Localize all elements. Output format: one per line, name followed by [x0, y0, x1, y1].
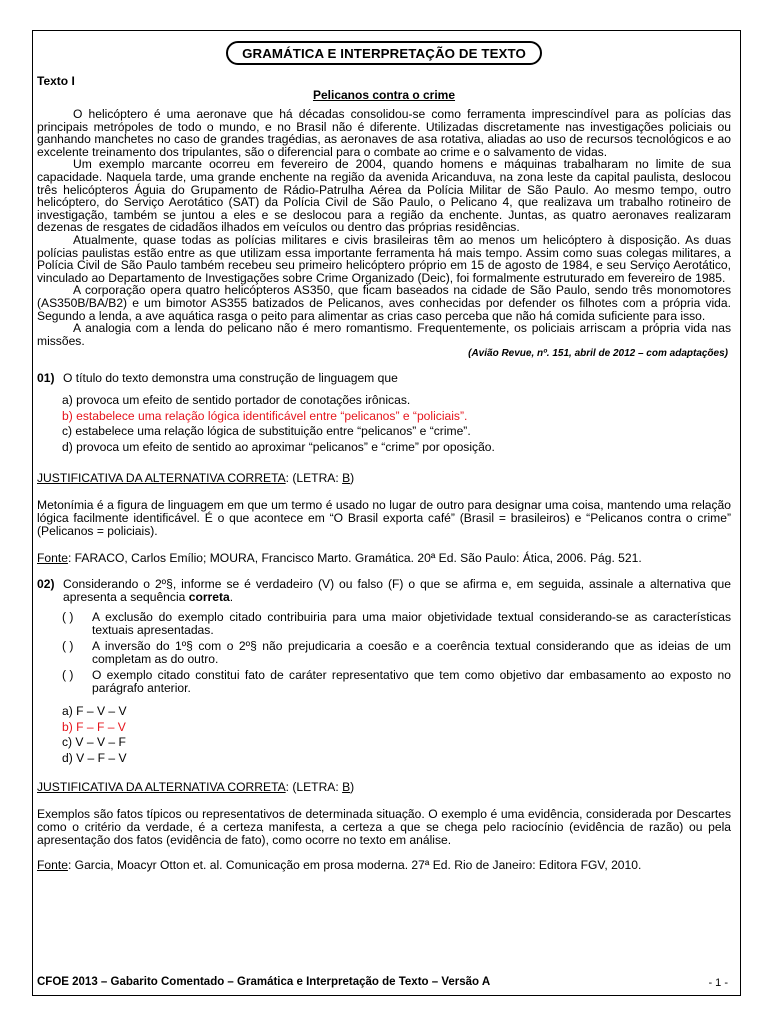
- statement-paren: ( ): [62, 668, 74, 683]
- page-footer: [37, 975, 731, 989]
- option-d: d) provoca um efeito de sentido ao aproximar “pelicanos” e “crime” por oposição.: [62, 439, 495, 454]
- page-number: - 1 -: [708, 977, 728, 989]
- text-paragraph: Um exemplo marcante ocorreu em fevereiro de 2004, quando homens e máquinas trabalharam no limite de sua capacidade. Naquela tarde, uma grande enchente na região da avenida Aricanduva, na zona leste da capital paulista, deslocou três helicópteros Águia do Grupamento de Rádio-Patrulha Aérea da Polícia Militar de São Paulo. Ao mesmo tempo, outro helicóptero, do Serviço Aerotático (SAT) da Polícia Civil de São Paulo, o Pelicano 4, que realizava um trabalho rotineiro de investigação, também se juntou a eles e se deslocou para a região da enchente. Juntas, as quatro aeronaves realizaram dezenas de resgates de cidadãos ilhados em veículos ou dentro das próprias residências.: [37, 157, 731, 235]
- option-c: c) V – V – F: [62, 735, 126, 750]
- justification-heading: [37, 472, 731, 485]
- text-body: [37, 108, 731, 347]
- text-source: (Avião Revue, nº. 151, abril de 2012 – com adaptações): [468, 348, 728, 360]
- question-text: [63, 578, 731, 604]
- statement-paren: ( ): [62, 610, 74, 625]
- statement-item: [62, 640, 731, 666]
- statement-item: [62, 611, 731, 637]
- justification-label: JUSTIFICATIVA DA ALTERNATIVA CORRETA: [37, 780, 286, 795]
- text-paragraph: A analogia com a lenda do pelicano não é mero romantismo. Frequentemente, os policiais arriscam a própria vida nas missões.: [37, 321, 731, 348]
- statement-text: A exclusão do exemplo citado contribuiria para uma maior objetividade textual considerando-se as características textuais apresentadas.: [92, 610, 731, 638]
- option-a: a) F – V – V: [62, 704, 127, 719]
- option-c: c) estabelece uma relação lógica de substituição entre “pelicanos” e “crime”.: [62, 424, 471, 439]
- justification-letter: B: [342, 780, 351, 795]
- question-text: O título do texto demonstra uma construção de linguagem que: [63, 371, 398, 386]
- page-content: [37, 36, 731, 872]
- statement-text: O exemplo citado constitui fato de caráter representativo que tem como objetivo dar embasamento ao exposto no parágrafo anterior.: [92, 668, 731, 696]
- statement-text: A inversão do 1º§ com o 2º§ não prejudicaria a coesão e a coerência textual considerando que as ideias de um completam as do outro.: [92, 639, 731, 667]
- option-d: d) V – F – V: [62, 750, 127, 765]
- option-a: a) provoca um efeito de sentido portador de conotações irônicas.: [62, 393, 411, 408]
- statement-list: [37, 611, 731, 695]
- text-paragraph: A corporação opera quatro helicópteros AS350, que ficam baseados na cidade de São Paulo, sendo três monomotores (AS350B/BA/B2) e um bimotor AS355 batizados de Pelicanos, aves conhecidas por defender os filhotes com a própria vida. Segundo a lenda, a ave aquática rasga o peito para alimentar as crias caso perceba que não há comida suficiente para isso.: [37, 283, 731, 323]
- justification-suffix: ): [350, 471, 355, 486]
- question-text-emphasis: correta: [188, 590, 230, 605]
- reference-text: : Garcia, Moacyr Otton et. al. Comunicação em prosa moderna. 27ª Ed. Rio de Janeiro: Editora FGV, 2010.: [67, 858, 642, 873]
- option-b-correct: b) estabelece uma relação lógica identificável entre “pelicanos” e “policiais”.: [62, 408, 468, 423]
- justification-suffix: ): [350, 780, 355, 795]
- page-title: GRAMÁTICA E INTERPRETAÇÃO DE TEXTO: [226, 41, 542, 65]
- justification-text: Metonímia é a figura de linguagem em que um termo é usado no lugar de outro para designar uma coisa, mantendo uma relação lógica facilmente identificável. É o que acontece em “O Brasil exporta café” (Brasil = brasileiros) e “Pelicanos contra o crime” (Pelicanos = policiais).: [37, 498, 731, 539]
- reference: [37, 552, 731, 565]
- justification-label: JUSTIFICATIVA DA ALTERNATIVA CORRETA: [37, 471, 286, 486]
- text-paragraph: O helicóptero é uma aeronave que há décadas consolidou-se como ferramenta imprescindível para as polícias das principais metrópoles de todo o mundo, e no Brasil não é diferente. Utilizadas discretamente nas investigações policiais ou ganhando manchetes no caso de grandes tragédias, as aeronaves de asa rotativa, aliadas ao uso de recursos tecnológicos e ao excelente treinamento dos tripulantes, são o diferencial para o combate ao crime e o salvamento de vidas.: [37, 107, 731, 159]
- question-02-stem: [37, 578, 731, 604]
- question-text-main: Considerando o 2º§, informe se é verdadeiro (V) ou falso (F) o que se afirma e, em seguida, assinale a alternativa que apresenta a sequência: [63, 577, 731, 605]
- text-label: Texto I: [37, 74, 75, 88]
- reference: [37, 859, 731, 872]
- justification-prefix: : (LETRA:: [285, 471, 343, 486]
- justification-prefix: : (LETRA:: [285, 780, 343, 795]
- question-01-options: [37, 393, 731, 455]
- question-text-end: .: [229, 590, 234, 605]
- text-paragraph: Atualmente, quase todas as polícias militares e civis brasileiras têm ao menos um helicóptero à disposição. As duas polícias paulistas estão entre as que utilizam essa importante ferramenta há mais tempo. Assim como suas colegas militares, a Polícia Civil de São Paulo também recebeu seu primeiro helicóptero próprio em 15 de agosto de 1984, e seu Serviço Aerotático, vinculado ao Departamento de Investigações sobre Crime Organizado (Deic), foi formalmente estruturado em fevereiro de 1985.: [37, 232, 731, 285]
- justification-heading: [37, 781, 731, 794]
- footer-text: CFOE 2013 – Gabarito Comentado – Gramática e Interpretação de Texto – Versão A: [37, 976, 491, 988]
- statement-paren: ( ): [62, 639, 74, 654]
- justification-text: Exemplos são fatos típicos ou representativos de determinada situação. O exemplo é uma evidência, considerada por Descartes como o critério da verdade, é a certeza manifesta, a certeza a que se chega pelo raciocínio (evidência de razão) ou pela apresentação dos fatos (evidência de fato), como ocorre no texto em análise.: [37, 807, 731, 848]
- statement-item: [62, 669, 731, 695]
- question-number: 02): [37, 577, 55, 592]
- reference-text: : FARACO, Carlos Emílio; MOURA, Francisco Marto. Gramática. 20ª Ed. São Paulo: Ática, 2006. Pág. 521.: [67, 551, 642, 566]
- question-number: 01): [37, 371, 55, 386]
- reference-label: Fonte: [37, 858, 68, 873]
- option-b-correct: b) F – F – V: [62, 719, 126, 734]
- justification-letter: B: [342, 471, 351, 486]
- question-01-stem: [37, 372, 731, 385]
- text-title: Pelicanos contra o crime: [312, 88, 456, 102]
- question-02-options: [37, 704, 731, 766]
- reference-label: Fonte: [37, 551, 68, 566]
